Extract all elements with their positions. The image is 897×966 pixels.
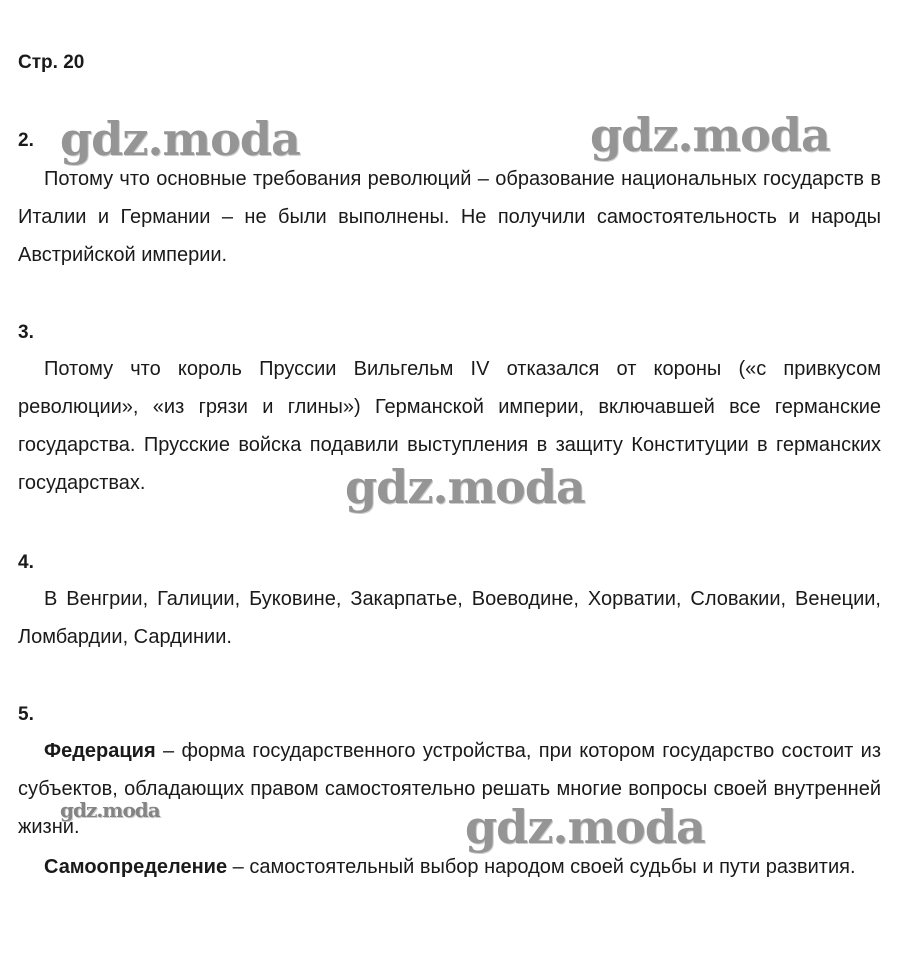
- watermark-logo: gdz.moda: [465, 800, 705, 854]
- definition-text: – форма государственного устройства, при котором государство состоит из субъектов, обладающих правом самостоятельно решать многие вопросы своей внутренней жизни.: [18, 740, 881, 838]
- watermark-logo: gdz.moda: [60, 798, 160, 822]
- answer-number: 2.: [18, 130, 34, 151]
- definition-term: Федерация: [44, 740, 156, 762]
- page-title: Стр. 20: [18, 52, 85, 73]
- watermark-logo: gdz.moda: [60, 112, 300, 166]
- definition-self-determination: [18, 848, 881, 886]
- definition-federation: [18, 732, 881, 846]
- definition-term: Самоопределение: [44, 856, 228, 878]
- watermark-logo: gdz.moda: [345, 460, 585, 514]
- answer-number: 5.: [18, 704, 34, 725]
- answer-text: В Венгрии, Галиции, Буковине, Закарпатье, Воеводине, Хорватии, Словакии, Венеции, Ломбардии, Сардинии.: [18, 588, 881, 648]
- answer-number: 3.: [18, 322, 34, 343]
- answer-text: Потому что король Пруссии Вильгельм IV отказался от короны («с привкусом революции», «из грязи и глины») Германской империи, включавшей все германские государства. Прусские войска подавили выступления в защиту Конституции в германских государствах.: [18, 358, 881, 494]
- answer-number: 4.: [18, 552, 34, 573]
- answer-text: Потому что основные требования революций – образование национальных государств в Италии и Германии – не были выполнены. Не получили самостоятельность и народы Австрийской империи.: [18, 168, 881, 266]
- definition-text: – самостоятельный выбор народом своей судьбы и пути развития.: [227, 856, 856, 878]
- watermark-logo: gdz.moda: [590, 108, 830, 162]
